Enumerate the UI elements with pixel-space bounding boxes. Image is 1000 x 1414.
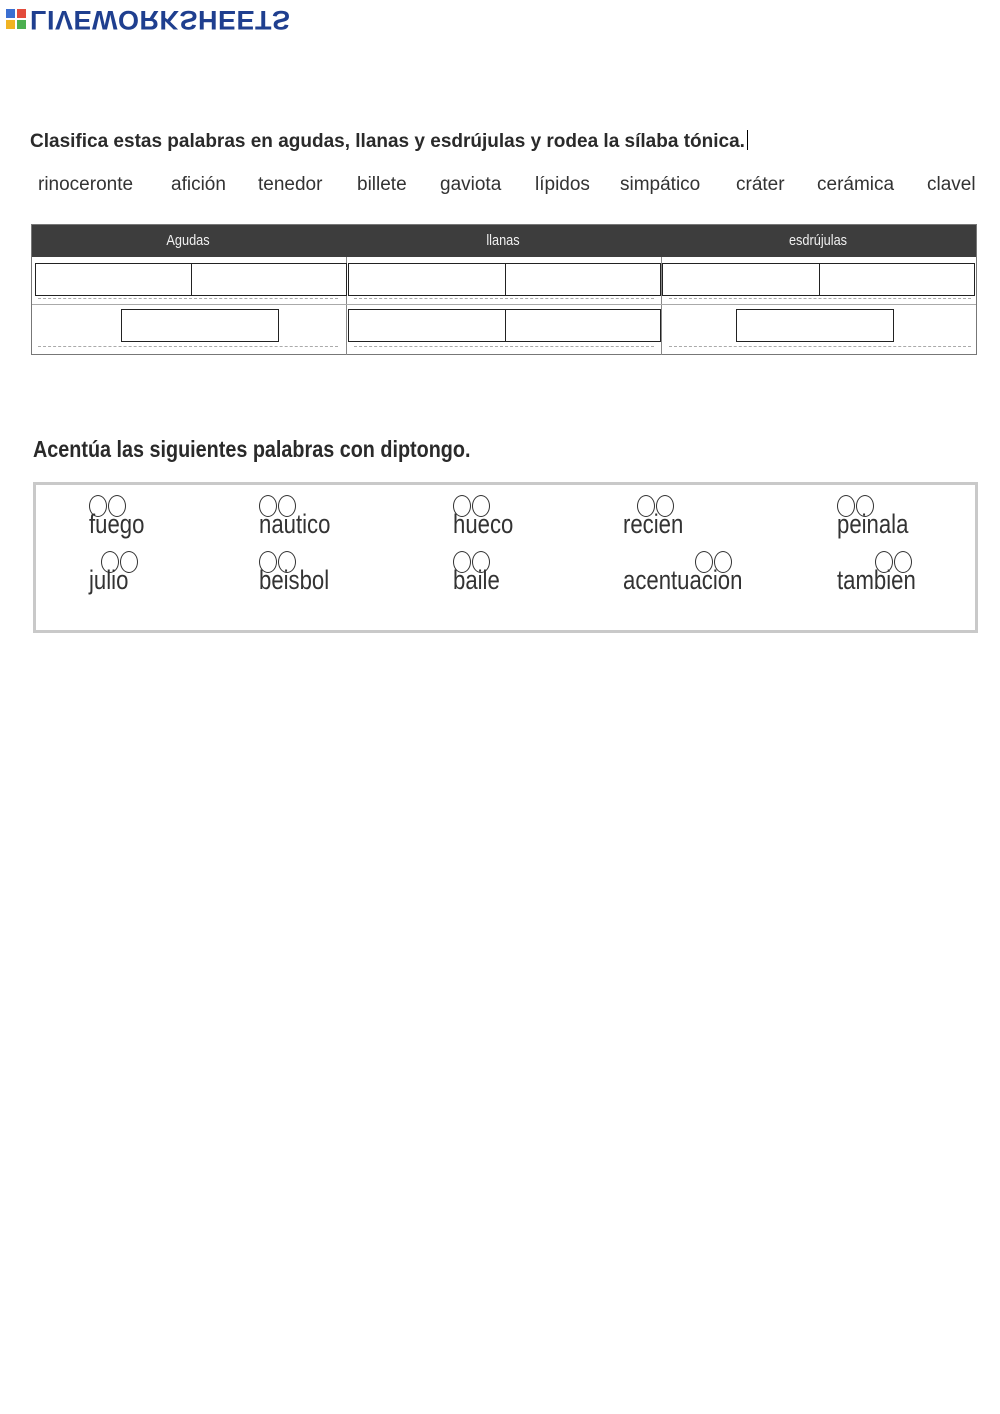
diphthong-word-text: tambien bbox=[837, 565, 916, 595]
diphthong-word-text: peinala bbox=[837, 509, 909, 539]
liveworksheets-logo[interactable] bbox=[6, 4, 291, 34]
header-agudas: Agudas bbox=[166, 232, 210, 249]
word-bank-item: afición bbox=[171, 174, 226, 195]
answer-box-esdrujulas-row1[interactable] bbox=[662, 263, 975, 296]
diphthong-panel bbox=[33, 482, 978, 633]
logo-block-icon bbox=[6, 20, 15, 29]
logo-block-icon bbox=[17, 20, 26, 29]
word-bank-item: lípidos bbox=[535, 174, 590, 195]
header-esdrujulas: esdrújulas bbox=[788, 232, 848, 249]
word-bank-item: billete bbox=[357, 174, 407, 195]
classify-instruction bbox=[30, 130, 748, 153]
diphthong-word-text: julio bbox=[89, 565, 129, 595]
diphthong-word-text: hueco bbox=[453, 509, 514, 539]
word-bank-item: rinoceronte bbox=[38, 174, 134, 195]
table-header bbox=[32, 225, 976, 257]
answer-box-llanas-row1[interactable] bbox=[348, 263, 661, 296]
word-bank-item: gaviota bbox=[440, 174, 502, 195]
header-llanas: llanas bbox=[486, 232, 520, 249]
logo-blocks-icon bbox=[6, 9, 26, 29]
classification-table bbox=[31, 224, 977, 355]
diphthong-word-text: acentuacion bbox=[623, 565, 743, 595]
word-bank-item: tenedor bbox=[258, 174, 323, 195]
word-bank-item: clavel bbox=[927, 174, 976, 195]
diphthong-word-text: beisbol bbox=[259, 565, 330, 595]
dashed-line bbox=[354, 298, 654, 299]
word-bank-item: simpático bbox=[620, 174, 701, 195]
text-caret bbox=[747, 130, 748, 150]
diphthong-word-text: nautico bbox=[259, 509, 331, 539]
dashed-line bbox=[38, 298, 338, 299]
classify-instruction-text: Clasifica estas palabras en agudas, llanas y esdrújulas y rodea la sílaba tónica. bbox=[30, 131, 745, 152]
answer-box-esdrujulas-row2[interactable] bbox=[736, 309, 894, 342]
logo-block-icon bbox=[17, 9, 26, 18]
dashed-line bbox=[669, 298, 971, 299]
dashed-line bbox=[354, 346, 654, 347]
word-bank-item: cerámica bbox=[817, 174, 895, 195]
diphthong-instruction: Acentúa las siguientes palabras con diptongo. bbox=[33, 436, 471, 462]
answer-box-agudas-row1[interactable] bbox=[35, 263, 347, 296]
answer-box-llanas-row2[interactable] bbox=[348, 309, 661, 342]
dashed-line bbox=[38, 346, 338, 347]
word-bank bbox=[30, 174, 980, 198]
logo-wordmark: LIVEWORKSHEETS bbox=[30, 4, 291, 35]
word-bank-item: cráter bbox=[736, 174, 785, 195]
logo-block-icon bbox=[6, 9, 15, 18]
diphthong-word-text: recien bbox=[623, 509, 684, 539]
row-divider bbox=[32, 304, 976, 305]
diphthong-word-text: baile bbox=[453, 565, 500, 595]
answer-box-agudas-row2[interactable] bbox=[121, 309, 279, 342]
dashed-line bbox=[669, 346, 971, 347]
diphthong-word-text: fuego bbox=[89, 509, 145, 539]
